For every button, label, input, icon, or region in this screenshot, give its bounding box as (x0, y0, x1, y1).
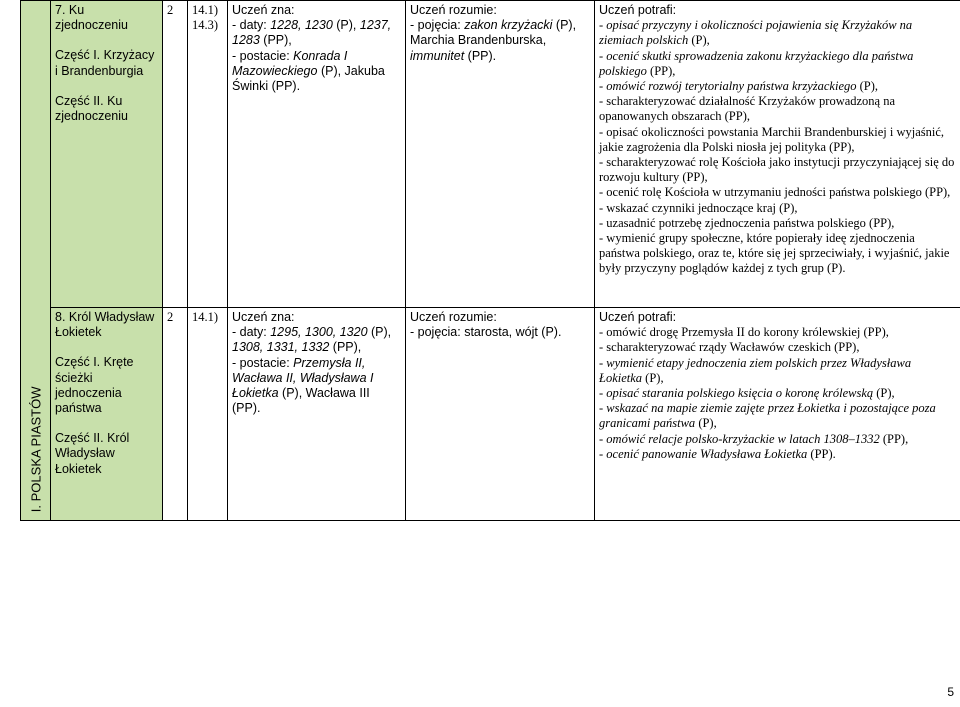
skill-item: - uzasadnić potrzebę zjednoczenia państwa polskiego (PP), (599, 215, 895, 230)
skill-item: - opisać okoliczności powstania Marchii Brandenburskiej i wyjaśnić, jakie zagrożenia dla Polski niosła jej polityka (PP), (599, 124, 945, 154)
topic-title: 8. Król Władysław Łokietek (55, 310, 155, 340)
topic-part: Część I. Krzyżacy i Brandenburgia (55, 48, 155, 78)
skill-item: - omówić drogę Przemysła II do korony królewskiej (PP), (599, 325, 889, 340)
understands-cell (406, 1, 595, 308)
knows-cell (228, 308, 406, 521)
table-row (21, 1, 960, 308)
topic-cell (51, 1, 163, 308)
skill-item: - omówić rozwój terytorialny państwa krzyżackiego (P), (599, 79, 879, 94)
understands-heading: Uczeń rozumie: (410, 310, 497, 324)
ref-code: 14.1) (192, 3, 219, 17)
understands-line: - pojęcia: starosta, wójt (P). (410, 325, 562, 340)
skill-item: - scharakteryzować rządy Wacławów czeskich (PP), (599, 340, 860, 355)
skill-item: - omówić relacje polsko-krzyżackie w latach 1308–1332 (PP), (599, 431, 909, 446)
skills-cell (595, 308, 960, 521)
refs-cell (188, 308, 228, 521)
understands-cell (406, 308, 595, 521)
knows-heading: Uczeń zna: (232, 310, 295, 324)
ref-code: 14.3) (192, 18, 219, 33)
ref-code: 14.1) (192, 310, 219, 324)
knows-cell (228, 1, 406, 308)
skill-item: - opisać starania polskiego księcia o koronę królewską (P), (599, 386, 895, 401)
understands-heading: Uczeń rozumie: (410, 3, 497, 17)
section-cell (21, 1, 51, 521)
topic-part: Część I. Kręte ścieżki jednoczenia państwa (55, 355, 134, 416)
skills-heading: Uczeń potrafi: (599, 3, 677, 17)
understands-line: - pojęcia: zakon krzyżacki (P), Marchia Brandenburska, immunitet (PP). (410, 18, 577, 63)
skills-list (599, 18, 956, 276)
skill-item: - ocenić panowanie Władysława Łokietka (PP). (599, 446, 836, 461)
knows-line: - postacie: Przemysła II, Wacława II, Władysława I Łokietka (P), Wacława III (PP). (232, 355, 374, 416)
section-label: I. POLSKA PIASTÓW (27, 386, 43, 512)
page-number: 5 (947, 685, 954, 699)
skill-item: - wskazać na mapie ziemie zajęte przez Łokietka i pozostające poza granicami państwa (P), (599, 401, 936, 431)
topic-part: Część II. Król Władysław Łokietek (55, 431, 130, 476)
knows-heading: Uczeń zna: (232, 3, 295, 17)
skill-item: - opisać przyczyny i okoliczności pojawienia się Krzyżaków na ziemiach polskich (P), (599, 18, 913, 48)
hours-cell (163, 1, 188, 308)
skill-item: - scharakteryzować działalność Krzyżaków prowadzoną na opanowanych obszarach (PP), (599, 94, 896, 124)
topic-cell (51, 308, 163, 521)
knows-line: - daty: 1228, 1230 (P), 1237, 1283 (PP), (232, 18, 392, 48)
refs-cell (188, 1, 228, 308)
skill-item: - ocenić rolę Kościoła w utrzymaniu jedności państwa polskiego (PP), (599, 185, 951, 200)
skills-heading: Uczeń potrafi: (599, 310, 677, 324)
skill-item: - wymienić etapy jednoczenia ziem polskich przez Władysława Łokietka (P), (599, 355, 912, 385)
skill-item: - scharakteryzować rolę Kościoła jako instytucji przyczyniającej się do rozwoju kultury (PP), (599, 155, 955, 185)
skill-item: - wskazać czynniki jednoczące kraj (P), (599, 200, 798, 215)
topic-part: Część II. Ku zjednoczeniu (55, 93, 128, 124)
curriculum-table (20, 0, 960, 521)
skills-cell (595, 1, 960, 308)
hours-cell (163, 308, 188, 521)
knows-line: - postacie: Konrada I Mazowieckiego (P), Jakuba Świnki (PP). (232, 48, 385, 94)
table-row (21, 308, 960, 521)
skill-item: - ocenić skutki sprowadzenia zakonu krzyżackiego dla państwa polskiego (PP), (599, 48, 914, 78)
topic-title: 7. Ku zjednoczeniu (55, 3, 128, 33)
skill-item: - wymienić grupy społeczne, które popierały ideę zjednoczenia państwa polskiego, oraz te, które się jej sprzeciwiały, i wyjaśnić, jakie były przyczyny poglądów każdej z tych grup (P). (599, 231, 950, 276)
hours-value: 2 (167, 310, 174, 324)
skills-list (599, 325, 956, 462)
knows-line: - daty: 1295, 1300, 1320 (P), 1308, 1331, 1332 (PP), (232, 325, 392, 355)
hours-value: 2 (167, 3, 174, 17)
